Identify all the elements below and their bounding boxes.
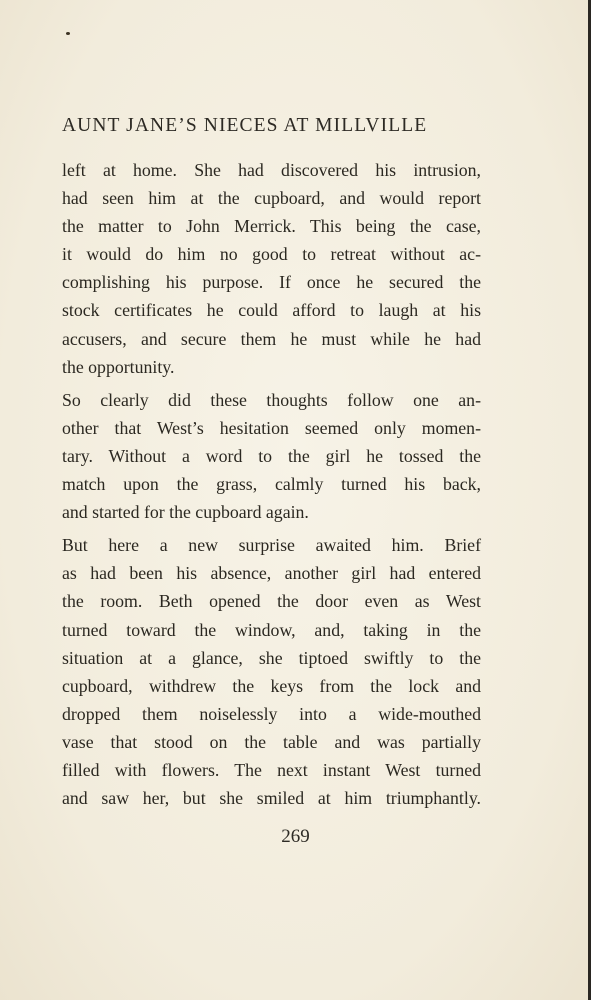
- text-line: and saw her, but she smiled at him triumphantly.: [62, 788, 481, 809]
- text-line: situation at a glance, she tiptoed swiftly to the: [62, 647, 481, 668]
- text-line: the matter to John Merrick. This being the case,: [62, 216, 481, 237]
- text-line: dropped them noiselessly into a wide-mouthed: [62, 703, 481, 724]
- running-head: AUNT JANE’S NIECES AT MILLVILLE: [62, 115, 428, 136]
- text-line: cupboard, withdrew the keys from the lock and: [62, 675, 481, 696]
- text-line: So clearly did these thoughts follow one an-: [62, 389, 481, 410]
- text-line: had seen him at the cupboard, and would report: [62, 188, 481, 209]
- text-line: as had been his absence, another girl had entered: [62, 563, 481, 584]
- text-line: other that West’s hesitation seemed only momen-: [62, 417, 481, 438]
- text-line: turned toward the window, and, taking in the: [62, 619, 481, 640]
- body-text: [62, 156, 481, 812]
- ink-speck: [66, 32, 70, 35]
- text-line: But here a new surprise awaited him. Brief: [62, 535, 481, 556]
- text-line: complishing his purpose. If once he secured the: [62, 272, 481, 293]
- text-line: stock certificates he could afford to laugh at his: [62, 300, 481, 321]
- text-line: left at home. She had discovered his intrusion,: [62, 160, 481, 180]
- text-line: the opportunity.: [62, 356, 175, 377]
- text-line: and started for the cupboard again.: [62, 502, 309, 523]
- text-line: it would do him no good to retreat without ac-: [62, 244, 481, 265]
- text-line: vase that stood on the table and was partially: [62, 731, 481, 752]
- text-line: the room. Beth opened the door even as West: [62, 591, 481, 612]
- text-line: filled with flowers. The next instant West turned: [62, 759, 481, 780]
- text-line: accusers, and secure them he must while he had: [62, 328, 481, 349]
- page-number: 269: [281, 826, 310, 847]
- text-line: match upon the grass, calmly turned his back,: [62, 474, 481, 495]
- text-line: tary. Without a word to the girl he tossed the: [62, 445, 481, 466]
